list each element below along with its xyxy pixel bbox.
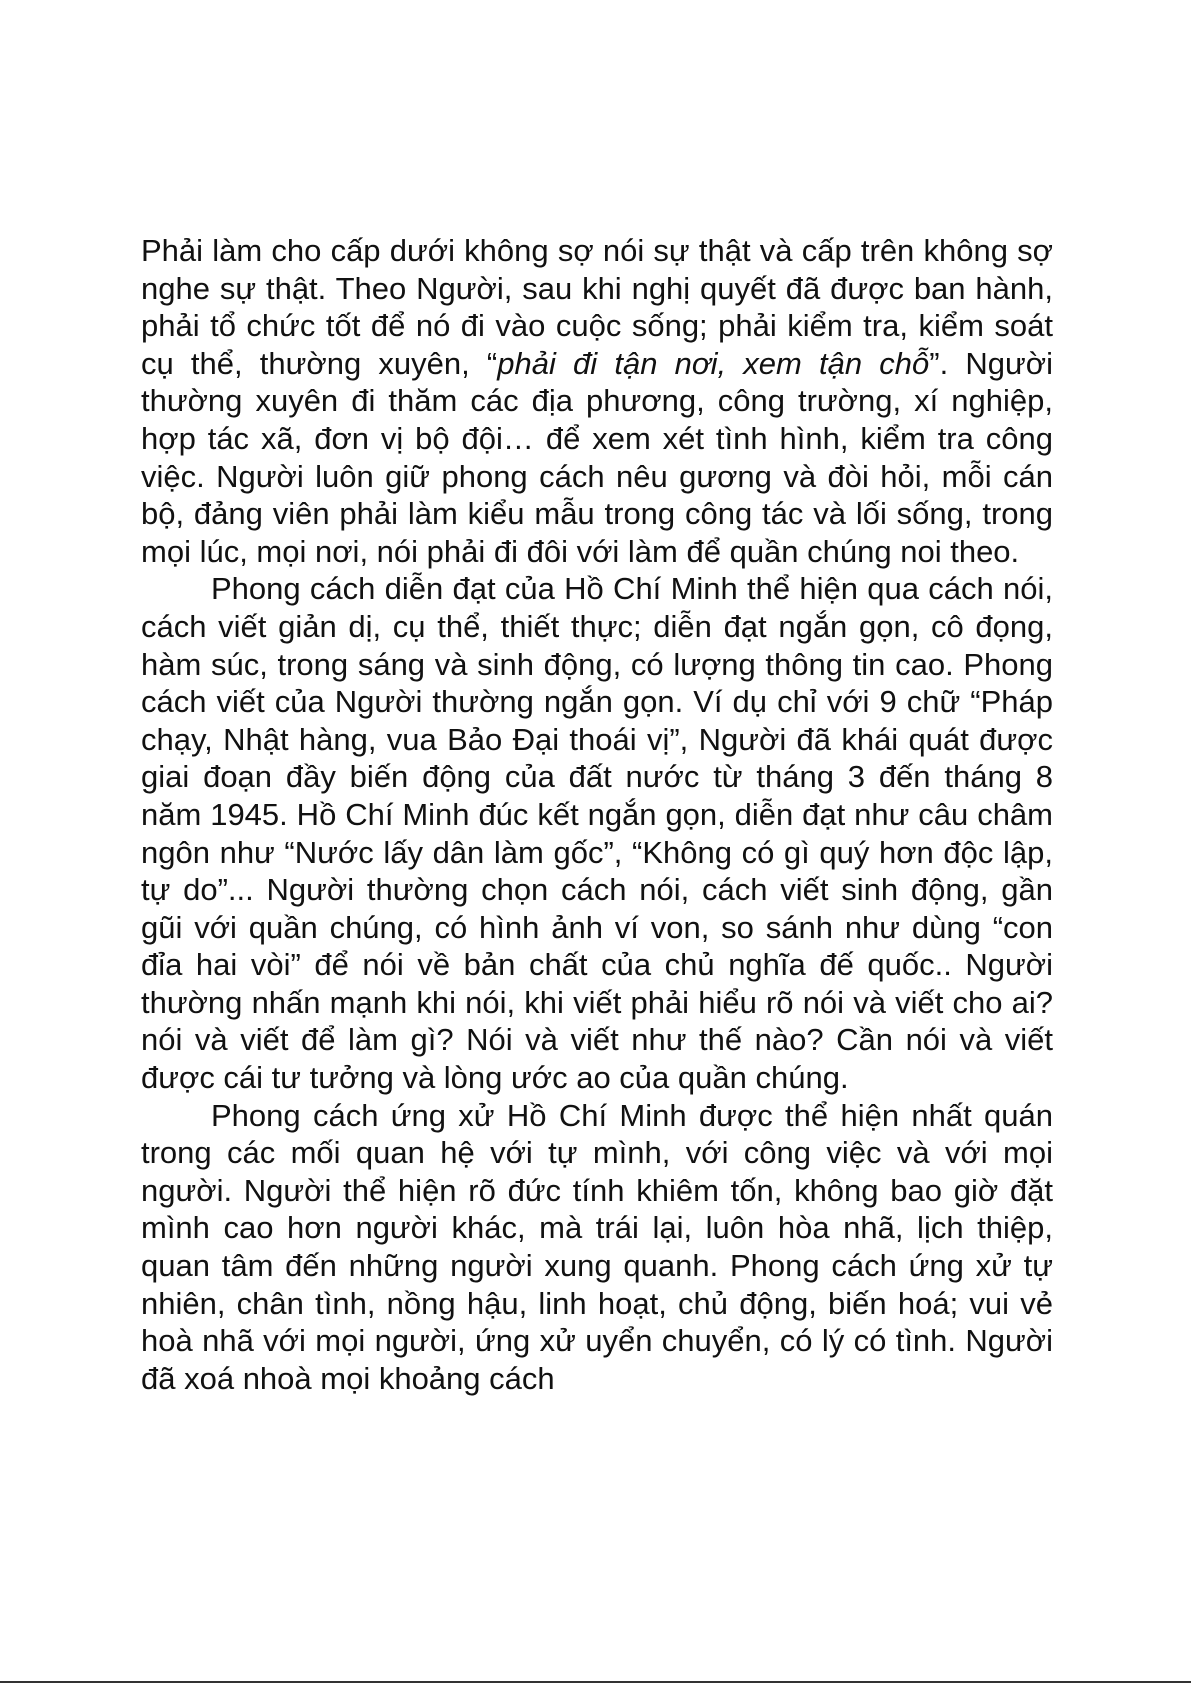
paragraph-1-italic-quote: phải đi tận nơi, xem tận chỗ [497, 345, 930, 381]
paragraph-3: Phong cách ứng xử Hồ Chí Minh được thể hiện nhất quán trong các mối quan hệ với tự mình, với công việc và với mọi người. Người thể hiện rõ đức tính khiêm tốn, không bao giờ đặt mình cao hơn người khác, mà trái lại, luôn hòa nhã, lịch thiệp, quan tâm đến những người xung quanh. Phong cách ứng xử tự nhiên, chân tình, nồng hậu, linh hoạt, chủ động, biến hoá; vui vẻ hoà nhã với mọi người, ứng xử uyển chuyển, có lý có tình. Người đã xoá nhoà mọi khoảng cách [141, 1097, 1053, 1396]
body-text [141, 232, 1053, 1397]
paragraph-2: Phong cách diễn đạt của Hồ Chí Minh thể hiện qua cách nói, cách viết giản dị, cụ thể, thiết thực; diễn đạt ngắn gọn, cô đọng, hàm súc, trong sáng và sinh động, có lượng thông tin cao. Phong cách viết của Người thường ngắn gọn. Ví dụ chỉ với 9 chữ “Pháp chạy, Nhật hàng, vua Bảo Đại thoái vị”, Người đã khái quát được giai đoạn đầy biến động của đất nước từ tháng 3 đến tháng 8 năm 1945. Hồ Chí Minh đúc kết ngắn gọn, diễn đạt như câu châm ngôn như “Nước lấy dân làm gốc”, “Không có gì quý hơn độc lập, tự do”... Người thường chọn cách nói, cách viết sinh động, gần gũi với quần chúng, có hình ảnh ví von, so sánh như dùng “con đỉa hai vòi” để nói về bản chất của chủ nghĩa đế quốc.. Người thường nhấn mạnh khi nói, khi viết phải hiểu rõ nói và viết cho ai? nói và viết để làm gì? Nói và viết như thế nào? Cần nói và viết được cái tư tưởng và lòng ước ao của quần chúng. [141, 571, 1053, 1096]
paragraph-1-text-b: ”. Người thường xuyên đi thăm các địa phương, công trường, xí nghiệp, hợp tác xã, đơn vị bộ đội… để xem xét tình hình, kiểm tra công việc. Người luôn giữ phong cách nêu gương và đòi hỏi, mỗi cán bộ, đảng viên phải làm kiểu mẫu trong công tác và lối sống, trong mọi lúc, mọi nơi, nói phải đi đôi với làm để quần chúng noi theo. [141, 345, 1053, 569]
bottom-border-line [0, 1681, 1191, 1683]
paragraph-1 [141, 232, 1053, 570]
paragraph-1-text-a: Phải làm cho cấp dưới không sợ nói sự thật và cấp trên không sợ nghe sự thật. Theo Người, sau khi nghị quyết đã được ban hành, phải tổ chức tốt để nó đi vào cuộc sống; phải kiểm tra, kiểm soát cụ thể, thường xuyên, “ [141, 233, 1053, 381]
